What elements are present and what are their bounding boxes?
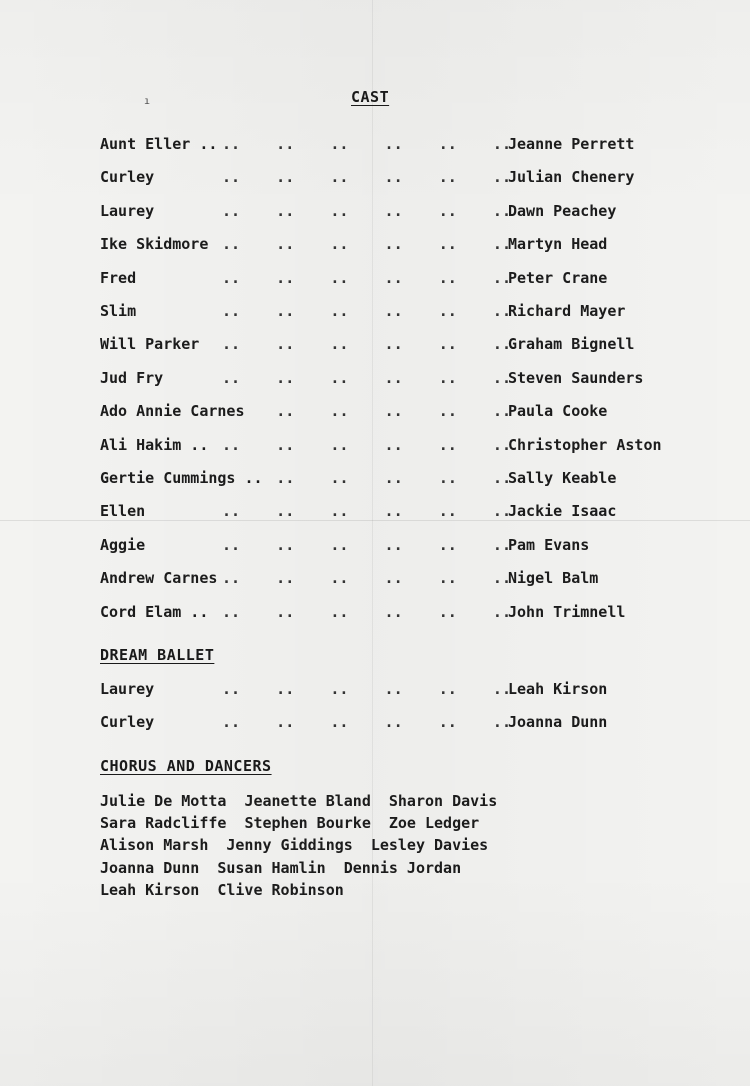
leader-dots: .. .. .. .. .. .. [222,435,511,454]
actor-name: Nigel Balm [508,569,599,588]
actor-name: Sally Keable [508,469,617,487]
cast-row [100,331,710,357]
actor-name: Leah Kirson [508,680,608,698]
chorus-member-name: Dennis Jordan [343,858,462,877]
chorus-list [100,790,660,901]
role-name: Ike Skidmore [100,235,209,254]
actor-name: Christopher Aston [508,435,662,454]
leader-dots: .. .. .. .. .. .. [222,602,511,621]
role-name: Aggie [100,535,146,554]
role-name: Curley [100,713,155,732]
role-name: Will Parker [100,335,200,354]
leader-dots: .. .. .. .. .. .. [222,235,511,254]
cast-row [100,365,710,391]
leader-dots: .. .. .. .. .. .. [222,302,511,320]
chorus-member-name: Joanna Dunn [100,858,200,877]
actor-name: Martyn Head [508,235,608,254]
leader-dots: .. .. .. .. .. .. [222,713,511,732]
role-name: Curley [100,168,155,187]
cast-row [100,498,710,524]
chorus-line [100,834,660,856]
cast-row [100,709,710,735]
leader-dots: .. .. .. .. .. .. [222,680,511,698]
role-name: Fred [100,268,137,287]
leader-dots: .. .. .. .. .. .. [222,135,511,153]
role-name: Ali Hakim .. [100,435,209,454]
cast-row [100,599,710,625]
chorus-member-name: Jeanette Bland [244,792,371,810]
actor-name: Peter Crane [508,268,608,287]
leader-dots: .. .. .. .. .. .. [222,335,511,354]
cast-row [100,298,710,324]
chorus-line [100,790,660,812]
leader-dots: .. .. .. .. .. .. [222,569,511,588]
cast-row [100,532,710,558]
leader-dots: .. .. .. .. .. .. [222,502,511,521]
chorus-line [100,879,660,901]
dream-ballet-heading: DREAM BALLET [100,646,215,664]
chorus-line [100,857,660,879]
leader-dots: .. .. .. .. .. .. [222,168,511,187]
actor-name: Steven Saunders [508,368,644,387]
leader-dots: .. .. .. .. .. .. [222,268,511,287]
cast-row [100,465,710,491]
chorus-member-name: Leah Kirson [100,880,200,899]
chorus-member-name: Zoe Ledger [388,814,480,833]
actor-name: Julian Chenery [508,168,635,187]
chorus-member-name: Lesley Davies [370,836,489,855]
cast-row [100,398,710,424]
cast-row [100,131,710,157]
cast-row [100,231,710,257]
leader-dots: .. .. .. .. .. .. [222,368,511,387]
role-name: Ado Annie Carnes [100,402,245,421]
leader-dots: .. .. .. .. .. .. [222,201,511,220]
chorus-heading: CHORUS AND DANCERS [100,757,272,775]
cast-row [100,265,710,291]
actor-name: Pam Evans [508,535,590,554]
actor-name: Jackie Isaac [508,502,617,521]
leader-dots: .. .. .. .. .. .. [222,535,511,554]
role-name: Gertie Cummings .. [100,469,263,487]
stray-mark: ı [144,96,151,107]
actor-name: John Trimnell [508,602,626,621]
cast-heading: CAST [351,88,390,106]
cast-row [100,432,710,458]
role-name: Laurey [100,680,155,698]
chorus-member-name: Stephen Bourke [244,814,371,833]
actor-name: Paula Cooke [508,402,608,421]
cast-row [100,164,710,190]
role-name: Laurey [100,201,155,220]
chorus-member-name: Sharon Davis [388,792,498,810]
actor-name: Graham Bignell [508,335,635,354]
role-name: Aunt Eller .. [100,135,218,153]
role-name: Andrew Carnes [100,569,218,588]
chorus-member-name: Julie De Motta [100,792,227,810]
chorus-member-name: Jenny Giddings [226,836,353,855]
cast-row [100,676,710,702]
actor-name: Richard Mayer [508,302,626,320]
chorus-member-name: Clive Robinson [217,880,344,899]
chorus-member-name: Alison Marsh [100,836,209,855]
role-name: Ellen [100,502,146,521]
leader-dots: .. .. .. .. .. [276,469,512,487]
cast-row [100,565,710,591]
actor-name: Joanna Dunn [508,713,608,732]
chorus-member-name: Sara Radcliffe [100,814,227,833]
chorus-line [100,812,660,834]
role-name: Jud Fry [100,368,164,387]
role-name: Cord Elam .. [100,602,209,621]
leader-dots: .. .. .. .. .. [258,402,512,421]
actor-name: Jeanne Perrett [508,135,635,153]
role-name: Slim [100,302,137,320]
cast-row [100,198,710,224]
actor-name: Dawn Peachey [508,201,617,220]
chorus-member-name: Susan Hamlin [217,858,326,877]
